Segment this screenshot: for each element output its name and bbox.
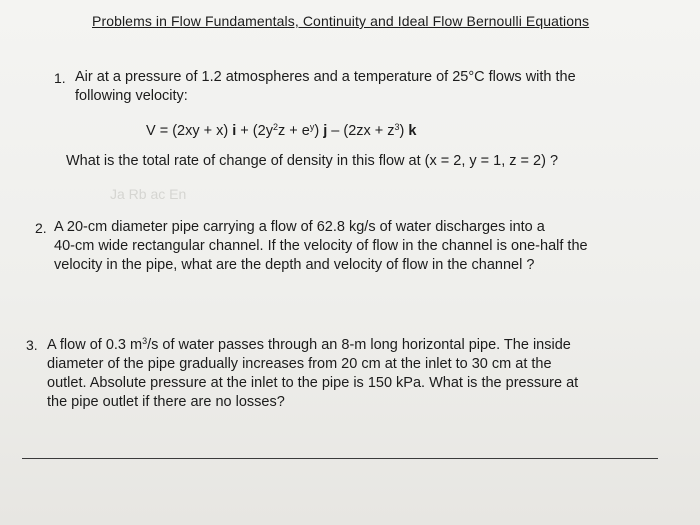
problem-3-line-3: outlet. Absolute pressure at the inlet to the pipe is 150 kPa. What is the pressure at (47, 375, 579, 391)
problem-2-text (54, 218, 588, 275)
eq-unit-i: i (232, 123, 237, 139)
eq-plus: + (240, 123, 249, 139)
problem-1-line-1: Air at a pressure of 1.2 atmospheres and a temperature of 25°C flows with the (75, 69, 576, 85)
problem-1-number: 1. (54, 70, 66, 86)
bottom-divider (22, 458, 658, 459)
eq-term-3: $(2zx + z^3)$ (343, 122, 405, 139)
velocity-equation (146, 123, 417, 139)
problem-2-number: 2. (35, 220, 47, 236)
problem-3-line-2: diameter of the pipe gradually increases from 20 cm at the inlet to 30 cm at the (47, 356, 552, 372)
problem-2-line-1: A 20-cm diameter pipe carrying a flow of 62.8 kg/s of water discharges into a (54, 219, 545, 235)
eq-term-1: (2xy + x) (172, 123, 229, 139)
problem-3-number: 3. (26, 337, 38, 353)
eq-lhs: V (146, 123, 156, 139)
eq-minus: – (331, 123, 340, 139)
problem-3-line-4: the pipe outlet if there are no losses? (47, 394, 285, 410)
problem-3-line-1: A flow of 0.3 $m^3/s$ of water passes through an 8-m long horizontal pipe. The inside (47, 336, 571, 353)
eq-unit-k: k (408, 123, 417, 139)
eq-unit-j: j (323, 123, 328, 139)
problem-1-text (75, 68, 576, 106)
eq-term-2: $(2y^2z + e^y)$ (252, 122, 320, 139)
problem-2-line-3: velocity in the pipe, what are the depth and velocity of flow in the channel ? (54, 257, 535, 273)
problem-3-text (47, 336, 578, 412)
problem-1-line-2: following velocity: (75, 88, 188, 104)
problem-1-question: What is the total rate of change of density in this flow at (x = 2, y = 1, z = 2) ? (66, 153, 559, 169)
page-title: Problems in Flow Fundamentals, Continuity and Ideal Flow Bernoulli Equations (92, 13, 590, 29)
bleed-through-text: Ja Rb ac En (110, 186, 187, 202)
problem-2-line-2: 40-cm wide rectangular channel. If the velocity of flow in the channel is one-half the (54, 238, 588, 254)
eq-equals: = (159, 123, 169, 139)
